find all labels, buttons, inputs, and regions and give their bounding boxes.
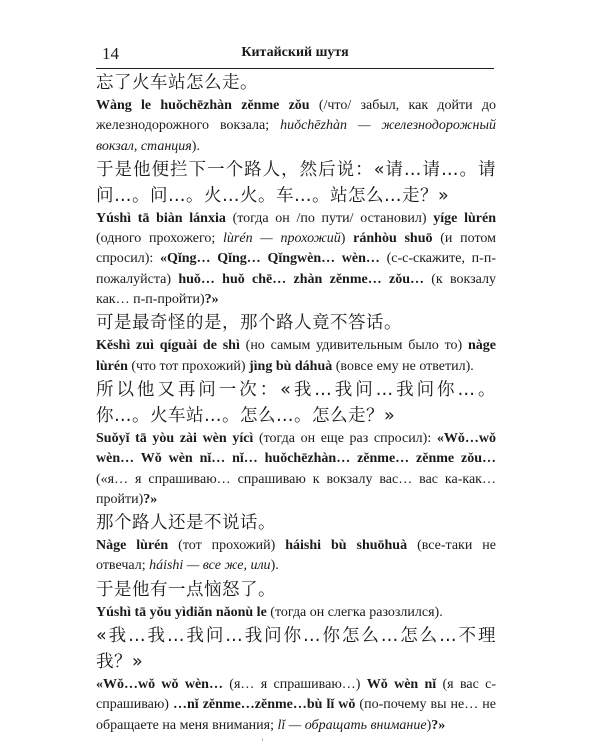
pinyin-text: …nǐ zěnme…zěnme…bù lǐ wǒ [172, 697, 356, 713]
running-title: Китайский шутя [241, 45, 349, 60]
pinyin-text: huǒ… huǒ chē… zhàn zěnme… zǒu… [178, 271, 424, 287]
pinyin-text: Nàge lùrén [96, 538, 169, 554]
pinyin-text: háishi bù shuōhuà [285, 538, 408, 554]
chinese-paragraph: 所以他又再问一次：«我…我问…我问你…。你…。火车站…。怎么…。怎么走？» [96, 379, 496, 426]
print-mark [262, 738, 263, 741]
translation-text: («я… я спрашиваю… спрашиваю к вокзалу вас… вас ка-как… пройти) [96, 471, 496, 507]
pinyin-text: ránhòu shuō [353, 231, 433, 247]
gloss-text: lǐ — обращать внимание [277, 717, 427, 733]
pinyin-text: ?» [143, 491, 158, 507]
translation-text: (я вас с-спрашиваю) [96, 677, 496, 713]
gloss-text: háishi — все же, или [149, 558, 271, 574]
translation-paragraph [96, 429, 496, 510]
translation-text: (по-почему вы не… не обращаете на меня внимания; [96, 697, 496, 733]
chinese-paragraph: 于是他便拦下一个路人，然后说：«请…请…。请问…。问…。火…火。车…。站怎么…走？» [96, 159, 496, 206]
translation-text: (вовсе ему не ответил). [332, 358, 474, 374]
translation-text: (к вокзалу как… п-п-пройти) [96, 271, 497, 308]
translation-text: ). [270, 558, 279, 574]
translation-paragraph [96, 336, 496, 377]
translation-text: (тогда он /по пути/ остановил) [225, 210, 434, 226]
translation-text: (все-таки не отвечал; [96, 538, 496, 574]
page-body [96, 70, 496, 736]
translation-text: ) [340, 231, 354, 247]
translation-text: (тогда он слегка разозлился). [266, 604, 443, 620]
translation-paragraph [96, 209, 496, 310]
translation-text: (с-с-скажите, п-п-пожалуйста) [96, 251, 496, 287]
translation-text: (и потом спросил): [96, 231, 496, 267]
pinyin-text: Yúshì tā yǒu yìdiǎn nǎonù le [96, 604, 267, 620]
chinese-paragraph: 可是最奇怪的是，那个路人竟不答话。 [96, 313, 402, 334]
pinyin-text: ?» [204, 292, 219, 308]
pinyin-text: Suǒyǐ tā yòu zài wèn yícì [96, 430, 254, 446]
gloss-text: lùrén — прохожий [223, 231, 341, 247]
translation-paragraph [96, 603, 496, 623]
page-header [96, 38, 494, 69]
translation-text: ). [191, 138, 200, 154]
pinyin-text: «Wǒ…wǒ wǒ wèn… [96, 677, 223, 693]
pinyin-text: Wǒ wèn nǐ [366, 677, 437, 693]
translation-text: (/что/ забыл, как дойти до железнодорожного вокзала; [96, 98, 496, 134]
translation-paragraph [96, 536, 496, 577]
translation-text: (одного прохожего; [96, 231, 224, 247]
pinyin-text: Wàng le huǒchēzhàn zěnme zǒu [96, 98, 310, 113]
chinese-paragraph: «我…我…我问…我问你…你怎么…怎么…不理我？» [96, 626, 496, 673]
pinyin-text: jìng bù dáhuà [248, 358, 333, 374]
chinese-paragraph: 忘了火车站怎么走。 [96, 73, 258, 93]
translation-text: (я… я спрашиваю…) [222, 677, 367, 693]
translation-text: ) [426, 717, 432, 733]
translation-text: (тогда он еще раз спросил): [253, 430, 437, 446]
pinyin-text: Kěshì zuì qíguài de shì [96, 338, 240, 354]
chinese-paragraph: 于是他有一点恼怒了。 [96, 579, 276, 600]
pinyin-text: nàge lùrén [96, 338, 496, 374]
translation-paragraph [96, 96, 496, 157]
translation-text: (тот прохожий) [168, 538, 286, 554]
page-number: 14 [102, 44, 119, 63]
gloss-text: huǒchēzhàn — железнодорожный вокзал, станция [96, 118, 496, 154]
chinese-paragraph: 那个路人还是不说话。 [96, 513, 276, 534]
pinyin-text: ?» [431, 717, 446, 733]
pinyin-text: yíge lùrén [433, 210, 497, 226]
pinyin-text: «Wǒ…wǒ wèn… Wǒ wèn nǐ… nǐ… huǒchēzhàn… zěnme… zěnme zǒu… [96, 430, 496, 467]
translation-text: (что тот прохожий) [127, 358, 249, 374]
translation-text: (но самым удивительным было то) [239, 338, 468, 354]
pinyin-text: «Qǐng… Qǐng… Qǐngwèn… wèn… [159, 251, 380, 267]
translation-paragraph [96, 675, 496, 736]
pinyin-text: Yúshì tā biàn lánxia [96, 210, 226, 226]
